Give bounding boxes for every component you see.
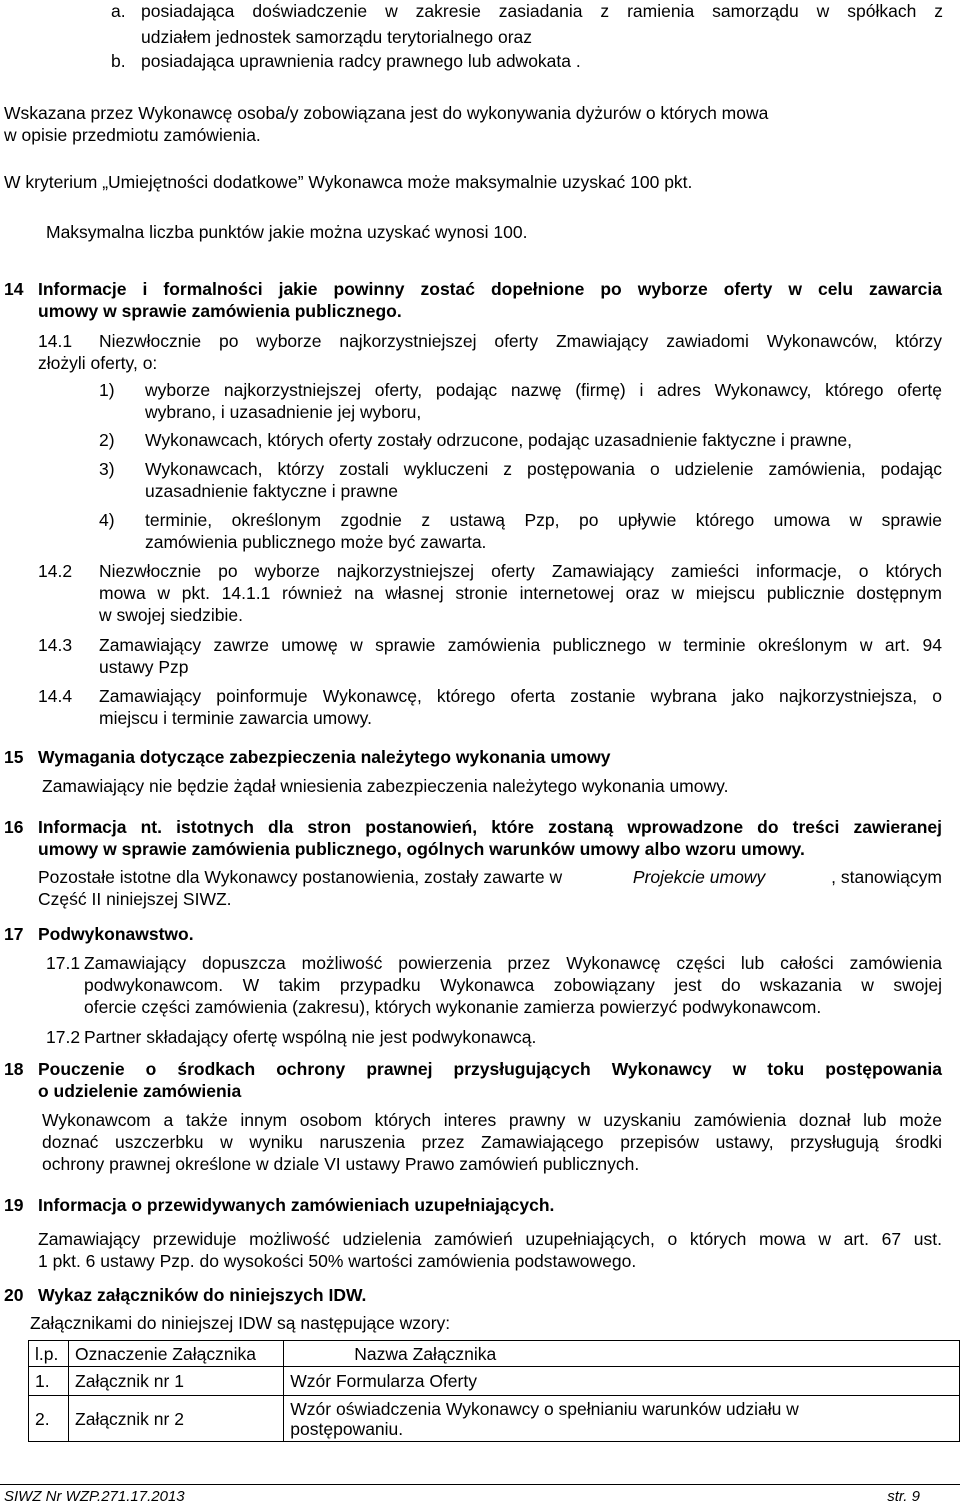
list-number: 1)	[99, 380, 115, 400]
table-cell: Załącznik nr 2	[69, 1396, 284, 1442]
section-title: umowy w sprawie zamówienia publicznego.	[38, 301, 402, 321]
footer-page-number: str. 9	[887, 1488, 920, 1505]
list-item-line: zamówienia publicznego może być zawarta.	[145, 532, 487, 552]
paragraph-line: doznać uszczerbku w wyniku naruszenia przez Zamawiającego przepisów ustawy, przysługują środki	[42, 1132, 942, 1152]
table-header-cell: Oznaczenie Załącznika	[69, 1341, 284, 1367]
item-a-line2: udziałem jednostek samorządu terytorialnego oraz	[141, 27, 533, 47]
table-row	[29, 1367, 960, 1396]
subsection-number: 17.1	[46, 953, 81, 973]
item-b-line: posiadająca uprawnienia radcy prawnego lub adwokata .	[141, 51, 581, 71]
list-item-line: uzasadnienie faktyczne i prawne	[145, 481, 398, 501]
paragraph-line: ofercie części zamówienia (zakresu), których wykonanie zamierza powierzyć podwykonawcom.	[84, 997, 822, 1017]
paragraph-line: Zamawiający przewiduje możliwość udzielenia zamówień uzupełniających, o których mowa w art. 67 ust.	[38, 1229, 942, 1249]
table-header-cell: Nazwa Załącznika	[284, 1341, 960, 1367]
subsection-number: 14.3	[38, 635, 73, 655]
paragraph-line: podwykonawcom. W takim przypadku Wykonawca zobowiązany jest do wskazania w swojej	[84, 975, 942, 995]
list-number: 2)	[99, 430, 115, 450]
table-cell: Wzór Formularza Oferty	[284, 1367, 960, 1396]
item-a-line1: posiadająca doświadczenie w zakresie zasiadania z ramienia samorządu w spółkach z	[141, 1, 943, 21]
section-number: 15	[4, 747, 24, 767]
list-item-line: terminie, określonym zgodnie z ustawą Pzp, po upływie którego umowa w sprawie	[145, 510, 942, 530]
footer-rule	[0, 1484, 960, 1485]
paragraph-line: Niezwłocznie po wyborze najkorzystniejszej oferty Zamawiający zamieści informacje, o których	[99, 561, 942, 581]
text-run: Pozostałe istotne dla Wykonawcy postanowienia, zostały zawarte w	[38, 867, 567, 887]
subsection-number: 14.4	[38, 686, 73, 706]
subsection-number: 14.2	[38, 561, 73, 581]
paragraph-line: Wykonawcom a także innym osobom których interes prawny w uzyskaniu zamówienia doznał lub może	[42, 1110, 942, 1130]
paragraph-line: Wskazana przez Wykonawcę osoba/y zobowiązana jest do wykonywania dyżurów o których mowa	[4, 103, 769, 123]
paragraph-line: złożyli oferty, o:	[38, 353, 158, 373]
section-number: 17	[4, 924, 24, 944]
italic-reference: Projekcie umowy	[632, 867, 766, 887]
section-number: 14	[4, 279, 24, 299]
paragraph-line: mowa w pkt. 14.1.1 również na własnej stronie internetowej oraz w miejscu publicznie dostępnym	[99, 583, 942, 603]
section-title: Informacje i formalności jakie powinny zostać dopełnione po wyborze oferty w celu zawarcia	[38, 279, 942, 299]
text-run: , stanowiącym	[831, 867, 942, 887]
paragraph-line: W kryterium „Umiejętności dodatkowe” Wykonawca może maksymalnie uzyskać 100 pkt.	[4, 172, 693, 192]
table-row	[29, 1396, 960, 1442]
table-header-cell: l.p.	[29, 1341, 69, 1367]
list-item-line: wybrano, i uzasadnienie jej wyboru,	[145, 402, 422, 422]
section-number: 16	[4, 817, 24, 837]
paragraph-line: Zamawiający dopuszcza możliwość powierzenia przez Wykonawcę części lub całości zamówienia	[84, 953, 942, 973]
paragraph-line: w swojej siedzibie.	[99, 605, 243, 625]
subsection-number: 17.2	[46, 1027, 81, 1047]
list-item-line: Wykonawcach, którzy zostali wykluczeni z postępowania o udzielenie zamówienia, podając	[145, 459, 942, 479]
paragraph-line: Maksymalna liczba punktów jakie można uzyskać wynosi 100.	[46, 222, 528, 242]
table-cell	[284, 1396, 960, 1442]
section-number: 19	[4, 1195, 24, 1215]
table-cell: 2.	[29, 1396, 69, 1442]
paragraph-line: miejscu i terminie zawarcia umowy.	[99, 708, 372, 728]
table-cell-line: Wzór oświadczenia Wykonawcy o spełnianiu warunków udziału w	[290, 1398, 799, 1419]
paragraph-line: Zamawiający zawrze umowę w sprawie zamówienia publicznego w terminie określonym w art. 94	[99, 635, 942, 655]
table-header-row	[29, 1341, 960, 1367]
list-item-line: wyborze najkorzystniejszej oferty, podając nazwę (firmę) i adres Wykonawcy, którego ofertę	[145, 380, 942, 400]
paragraph-line: ustawy Pzp	[99, 657, 189, 677]
table-cell: Załącznik nr 1	[69, 1367, 284, 1396]
section-title: Wymagania dotyczące zabezpieczenia należytego wykonania umowy	[38, 747, 611, 767]
list-marker-a: a.	[111, 1, 126, 21]
paragraph-line: Zamawiający poinformuje Wykonawcę, którego oferta zostanie wybrana jako najkorzystniejsza, o	[99, 686, 942, 706]
paragraph-line: Część II niniejszej SIWZ.	[38, 889, 232, 909]
section-number: 20	[4, 1285, 24, 1305]
footer-document-id: SIWZ Nr WZP.271.17.2013	[4, 1488, 185, 1505]
paragraph-line: Partner składający ofertę wspólną nie jest podwykonawcą.	[84, 1027, 537, 1047]
section-title: Informacja nt. istotnych dla stron postanowień, które zostaną wprowadzone do treści zawieranej	[38, 817, 942, 837]
table-cell: 1.	[29, 1367, 69, 1396]
section-title: Pouczenie o środkach ochrony prawnej przysługujących Wykonawcy w toku postępowania	[38, 1059, 942, 1079]
paragraph-line: 1 pkt. 6 ustawy Pzp. do wysokości 50% wartości zamówienia podstawowego.	[38, 1251, 637, 1271]
subsection-number: 14.1	[38, 331, 73, 351]
section-title: Informacja o przewidywanych zamówieniach uzupełniających.	[38, 1195, 555, 1215]
section-title: Podwykonawstwo.	[38, 924, 194, 944]
attachments-table	[28, 1340, 960, 1442]
list-number: 3)	[99, 459, 115, 479]
paragraph-line: Załącznikami do niniejszej IDW są następujące wzory:	[30, 1313, 451, 1333]
section-title: Wykaz załączników do niniejszych IDW.	[38, 1285, 367, 1305]
list-number: 4)	[99, 510, 115, 530]
paragraph-line: Zamawiający nie będzie żądał wniesienia zabezpieczenia należytego wykonania umowy.	[42, 776, 729, 796]
section-title: o udzielenie zamówienia	[38, 1081, 242, 1101]
table-cell-line: postępowaniu.	[290, 1418, 404, 1439]
paragraph-line	[38, 866, 942, 888]
paragraph-line: Niezwłocznie po wyborze najkorzystniejszej oferty Zmawiający zawiadomi Wykonawców, którzy	[99, 331, 942, 351]
list-item-line: Wykonawcach, których oferty zostały odrzucone, podając uzasadnienie faktyczne i prawne,	[145, 430, 853, 450]
section-title: umowy w sprawie zamówienia publicznego, ogólnych warunków umowy albo wzoru umowy.	[38, 839, 805, 859]
section-number: 18	[4, 1059, 24, 1079]
list-marker-b: b.	[111, 51, 126, 71]
paragraph-line: ochrony prawnej określone w dziale VI ustawy Prawo zamówień publicznych.	[42, 1154, 640, 1174]
paragraph-line: w opisie przedmiotu zamówienia.	[4, 125, 261, 145]
